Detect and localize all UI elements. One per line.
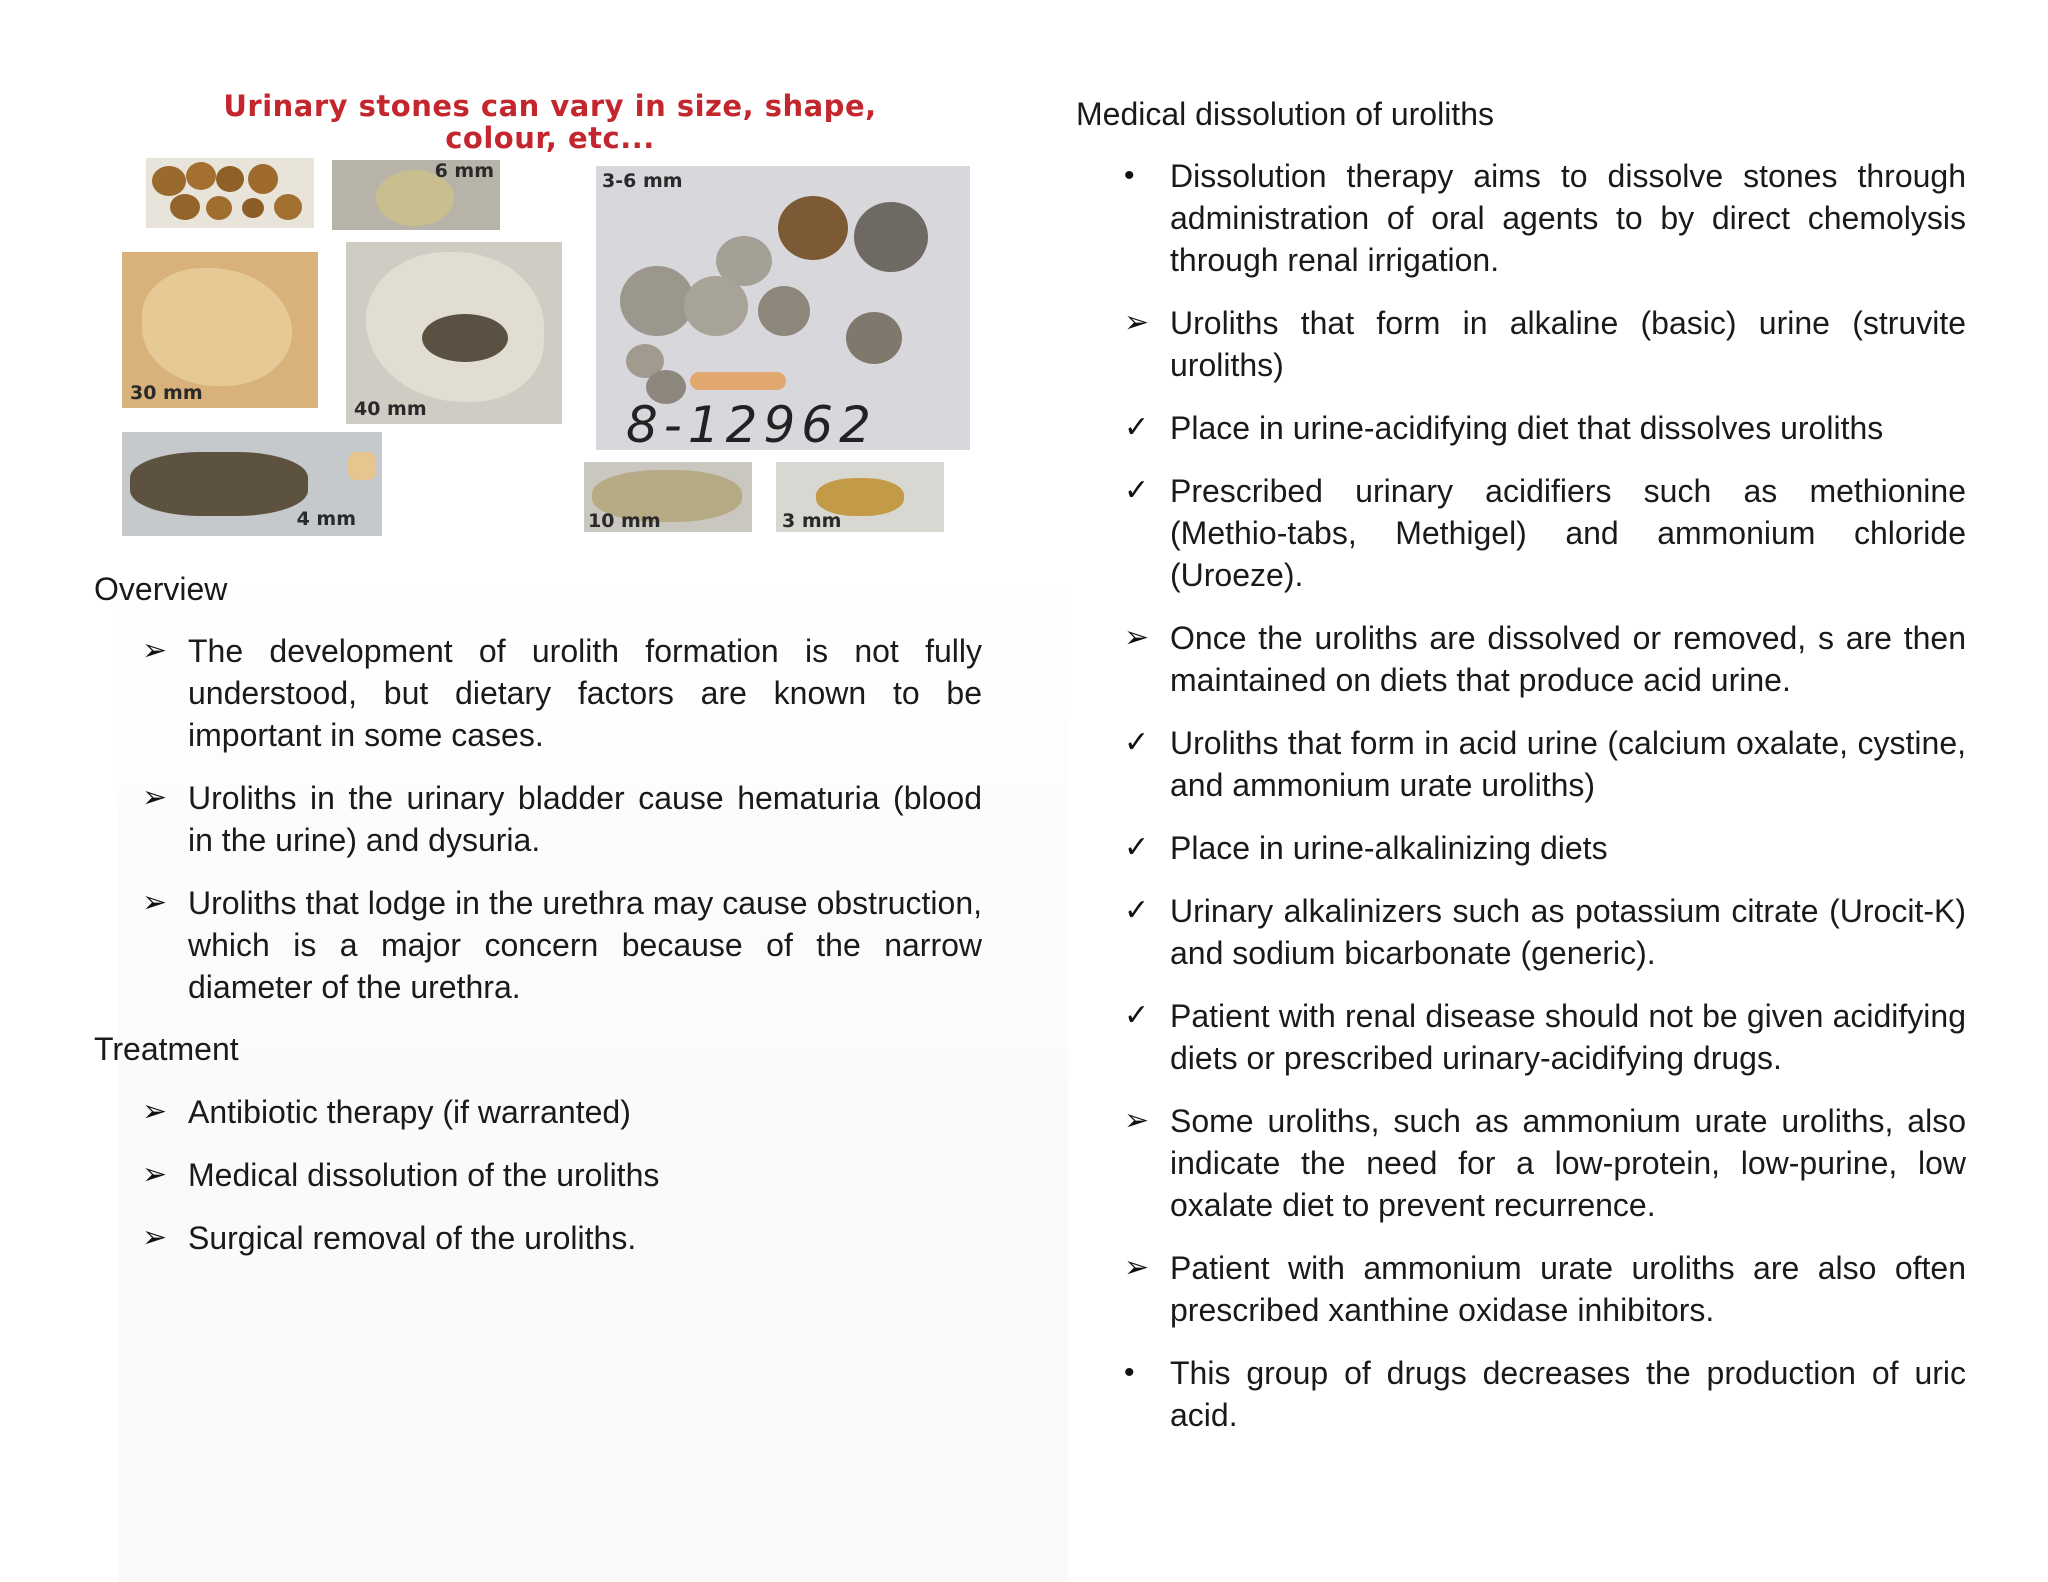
treatment-list (142, 1091, 982, 1280)
list-item-text: Place in urine-acidifying diet that dissolves uroliths (1170, 410, 1884, 446)
arrow-bullet-icon: ➢ (142, 886, 168, 919)
list-item-text: Uroliths that form in acid urine (calcium oxalate, cystine, and ammonium urate uroliths) (1170, 725, 1966, 803)
stone-photo-7 (584, 462, 752, 532)
list-item-text: Medical dissolution of the uroliths (188, 1157, 660, 1193)
dot-bullet-icon: • (1124, 159, 1135, 192)
list-item-text: Once the uroliths are dissolved or removed, s are then maintained on diets that produce acid urine. (1170, 620, 1966, 698)
list-item-text: Patient with ammonium urate uroliths are also often prescribed xanthine oxidase inhibitors. (1170, 1250, 1966, 1328)
stone-photo-6 (122, 432, 382, 536)
checkmark-bullet-icon: ✓ (1124, 474, 1150, 507)
checkmark-bullet-icon: ✓ (1124, 411, 1150, 444)
arrow-bullet-icon: ➢ (142, 634, 168, 667)
stone-photo-8-label: 3 mm (782, 510, 842, 532)
list-item (1124, 155, 1966, 281)
list-item (1124, 890, 1966, 974)
list-item (142, 882, 982, 1008)
stone-photo-3-label: 3-6 mm (602, 170, 683, 192)
stone-photo-5 (346, 242, 562, 424)
arrow-bullet-icon: ➢ (142, 1158, 168, 1191)
medical-dissolution-heading: Medical dissolution of uroliths (1076, 96, 1494, 132)
list-item-text: This group of drugs decreases the production of uric acid. (1170, 1355, 1966, 1433)
list-item (1124, 470, 1966, 596)
list-item (1124, 722, 1966, 806)
list-item (1124, 1247, 1966, 1331)
urinary-stones-figure (110, 90, 990, 540)
list-item-text: Uroliths that lodge in the urethra may cause obstruction, which is a major concern because of the narrow diameter of the urethra. (188, 885, 982, 1005)
arrow-bullet-icon: ➢ (142, 1221, 168, 1254)
list-item-text: Urinary alkalinizers such as potassium citrate (Urocit-K) and sodium bicarbonate (generic). (1170, 893, 1966, 971)
list-item (142, 777, 982, 861)
stone-photo-4 (122, 252, 318, 408)
checkmark-bullet-icon: ✓ (1124, 894, 1150, 927)
list-item (1124, 827, 1966, 869)
list-item (142, 1217, 982, 1259)
list-item-text: Dissolution therapy aims to dissolve stones through administration of oral agents to by direct chemolysis through renal irrigation. (1170, 158, 1966, 278)
specimen-number: 8-12962 (626, 396, 877, 450)
list-item-text: Patient with renal disease should not be given acidifying diets or prescribed urinary-acidifying drugs. (1170, 998, 1966, 1076)
arrow-bullet-icon: ➢ (1124, 1251, 1150, 1284)
stone-photo-2-label: 6 mm (434, 160, 494, 182)
list-item-text: Prescribed urinary acidifiers such as methionine (Methio-tabs, Methigel) and ammonium chloride (Uroeze). (1170, 473, 1966, 593)
figure-title-line-1: Urinary stones can vary in size, shape, (223, 89, 877, 123)
dot-bullet-icon: • (1124, 1356, 1135, 1389)
stone-photo-3 (596, 166, 970, 450)
arrow-bullet-icon: ➢ (142, 781, 168, 814)
list-item (142, 1091, 982, 1133)
medical-dissolution-list (1124, 155, 1966, 1457)
list-item-text: Surgical removal of the uroliths. (188, 1220, 637, 1256)
list-item-text: The development of urolith formation is not fully understood, but dietary factors are known to be important in some cases. (188, 633, 982, 753)
list-item-text: Some uroliths, such as ammonium urate uroliths, also indicate the need for a low-protein, low-purine, low oxalate diet to prevent recurrence. (1170, 1103, 1966, 1223)
list-item (1124, 302, 1966, 386)
arrow-bullet-icon: ➢ (142, 1095, 168, 1128)
stone-photo-4-label: 30 mm (130, 382, 203, 404)
arrow-bullet-icon: ➢ (1124, 1104, 1150, 1137)
stone-photo-2 (332, 160, 500, 230)
figure-title (110, 90, 990, 154)
list-item-text: Uroliths that form in alkaline (basic) urine (struvite uroliths) (1170, 305, 1966, 383)
list-item (1124, 1100, 1966, 1226)
arrow-bullet-icon: ➢ (1124, 621, 1150, 654)
list-item (1124, 995, 1966, 1079)
list-item-text: Uroliths in the urinary bladder cause hematuria (blood in the urine) and dysuria. (188, 780, 982, 858)
checkmark-bullet-icon: ✓ (1124, 726, 1150, 759)
overview-heading: Overview (94, 571, 228, 607)
list-item (1124, 617, 1966, 701)
overview-list (142, 630, 982, 1029)
list-item (142, 630, 982, 756)
treatment-heading: Treatment (94, 1031, 239, 1067)
checkmark-bullet-icon: ✓ (1124, 999, 1150, 1032)
stone-photo-1 (146, 158, 314, 228)
stone-photo-6-label: 4 mm (296, 508, 356, 530)
stone-photo-5-label: 40 mm (354, 398, 427, 420)
checkmark-bullet-icon: ✓ (1124, 831, 1150, 864)
list-item-text: Antibiotic therapy (if warranted) (188, 1094, 631, 1130)
stone-photo-8 (776, 462, 944, 532)
list-item (1124, 1352, 1966, 1436)
arrow-bullet-icon: ➢ (1124, 306, 1150, 339)
list-item (142, 1154, 982, 1196)
stone-photo-7-label: 10 mm (588, 510, 661, 532)
figure-title-line-2: colour, etc... (445, 121, 655, 155)
list-item (1124, 407, 1966, 449)
list-item-text: Place in urine-alkalinizing diets (1170, 830, 1608, 866)
